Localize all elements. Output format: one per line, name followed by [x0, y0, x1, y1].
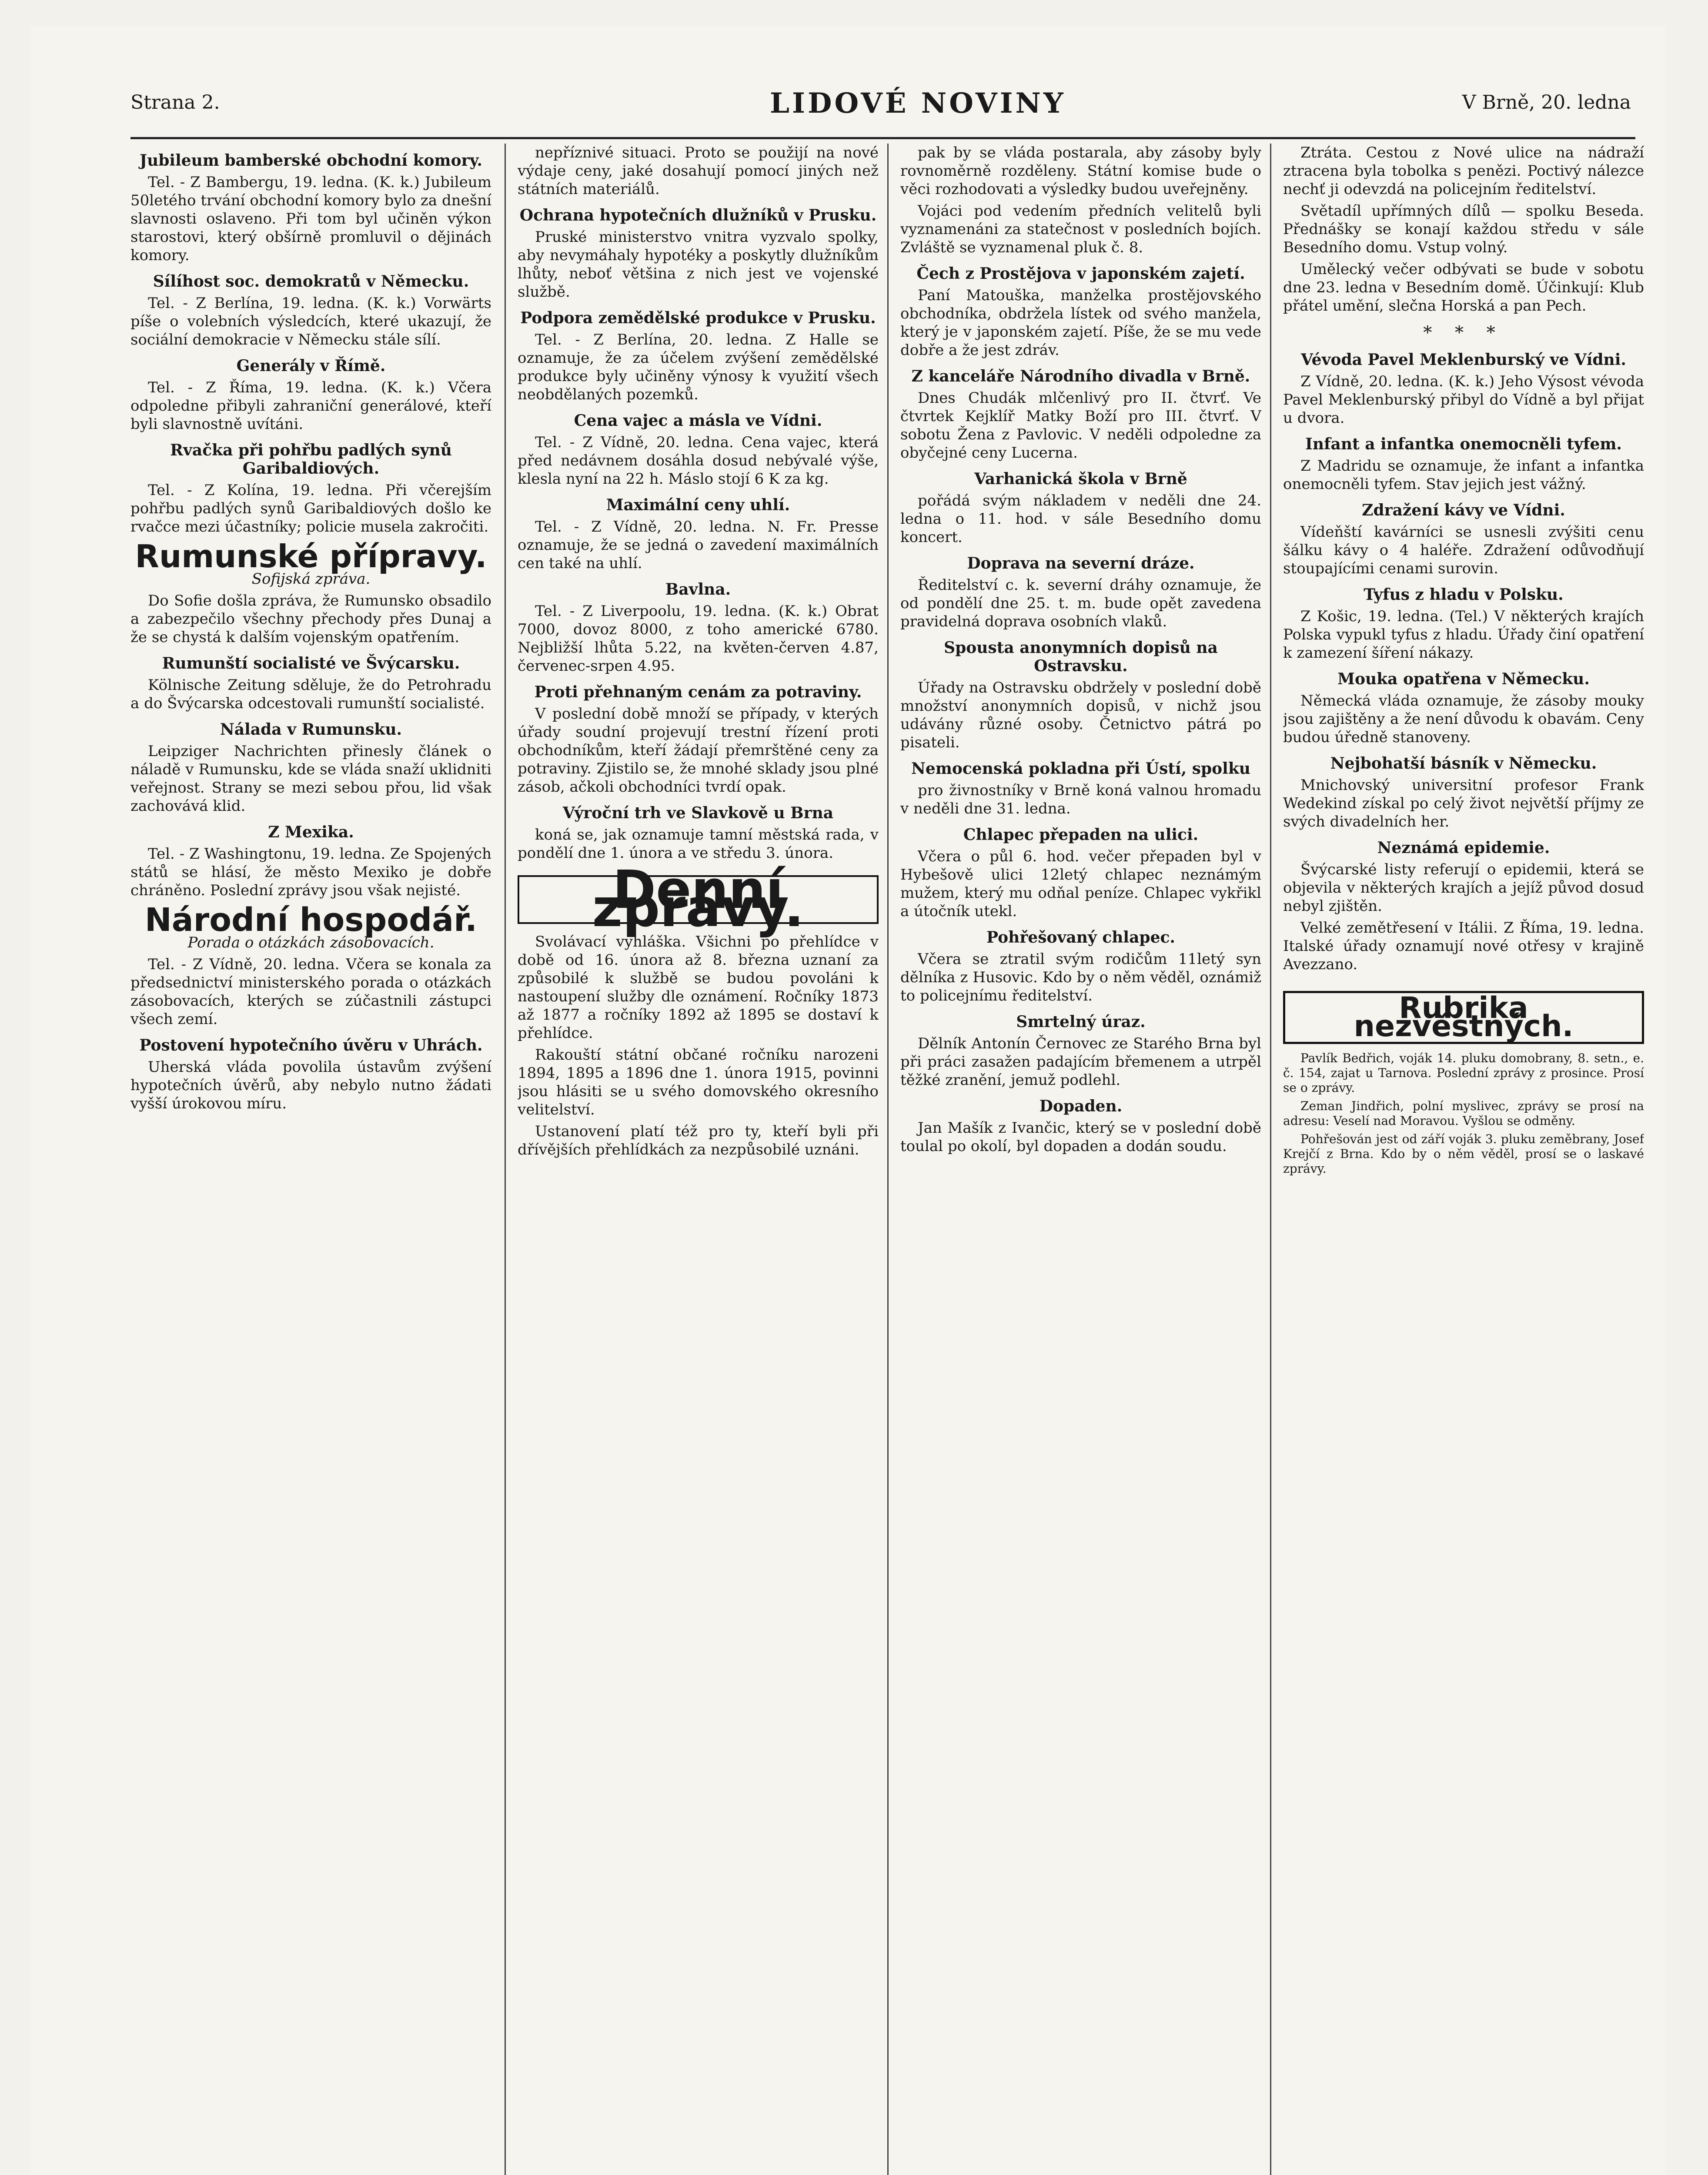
article-paragraph: pořádá svým nákladem v neděli dne 24. ledna o 11. hod. v sále Besedního domu koncert.: [900, 492, 1261, 546]
article-headline: Chlapec přepaden na ulici.: [963, 826, 1199, 844]
section-title: Denní zprávy.: [518, 875, 879, 924]
article-paragraph: Mnichovský universitní profesor Frank Wedekind získal po celý život největší příjmy ze svých divadelních her.: [1283, 776, 1644, 830]
article-subheadline: Sofijská zpráva.: [251, 570, 371, 588]
newspaper-page: [30, 26, 1666, 2175]
article-paragraph: Velké zemětřesení v Itálii. Z Říma, 19. ledna. Italské úřady oznamují nové otřesy v krajině Avezzano.: [1283, 919, 1644, 973]
notice-paragraph: Pohřešován jest od září voják 3. pluku zeměbrany, Josef Krejčí z Brna. Kdo by o něm věděl, prosí se o laskavé zprávy.: [1283, 1132, 1644, 1176]
article-headline: Infant a infantka onemocněli tyfem.: [1305, 435, 1622, 453]
article-paragraph: pro živnostníky v Brně koná valnou hromadu v neděli dne 31. ledna.: [900, 782, 1261, 817]
article-headline: Výroční trh ve Slavkově u Brna: [562, 804, 834, 822]
article-headline: Vévoda Pavel Meklenburský ve Vídni.: [1301, 351, 1626, 369]
article-paragraph: Dělník Antonín Černovec ze Starého Brna byl při práci zasažen padajícím břemenem a utrpěl těžké zranění, jemuž podlehl.: [900, 1035, 1261, 1089]
article-paragraph: Z Košic, 19. ledna. (Tel.) V některých krajích Polska vypukl tyfus z hladu. Úřady činí opatření k zamezení šíření nákazy.: [1283, 608, 1644, 662]
article-headline: Mouka opatřena v Německu.: [1337, 670, 1590, 688]
article-headline: Podpora zemědělské produkce v Prusku.: [520, 309, 876, 327]
section-title: Rubrika nezvěstných.: [1283, 991, 1644, 1044]
notice-paragraph: Zeman Jindřich, polní myslivec, zprávy se prosí na adresu: Veselí nad Moravou. Vyšlou se odměny.: [1283, 1099, 1644, 1128]
article-paragraph: Německá vláda oznamuje, že zásoby mouky jsou zajištěny a že není důvodu k obavám. Ceny budou úředně stanoveny.: [1283, 692, 1644, 746]
section-title: Rumunské přípravy.: [135, 538, 487, 575]
article-paragraph: koná se, jak oznamuje tamní městská rada, v pondělí dne 1. února a ve středu 3. února.: [518, 826, 879, 862]
article-headline: Bavlna.: [665, 580, 731, 599]
article-headline: Pohřešovaný chlapec.: [986, 928, 1175, 947]
article-paragraph: Rakouští státní občané ročníku narozeni 1894, 1895 a 1896 dne 1. února 1915, povinni jsou hlásiti se u svého domovského okresního velitelství.: [518, 1046, 879, 1118]
article-headline: Čech z Prostějova v japonském zajetí.: [916, 264, 1245, 283]
article-headline: Nemocenská pokladna při Ústí, spolku: [911, 760, 1250, 778]
column-3: [900, 144, 1261, 2175]
article-headline: Generály v Římě.: [236, 357, 386, 375]
article-paragraph: V poslední době množí se případy, v kterých úřady soudní projevují trestní řízení proti obchodníkům, kteří žádají přemrštěné ceny za potraviny. Zjistilo se, že mnohé sklady jsou plné zásob, ačkoli obchodníci tvrdí opak.: [518, 705, 879, 796]
article-paragraph: nepříznivé situaci. Proto se použijí na nové výdaje ceny, jaké dosahují pomocí jiných než státních materiálů.: [518, 144, 879, 198]
article-paragraph: Svolávací vyhláška. Všichni po přehlídce v době od 16. února až 8. března uznaní za způsobilé k službě se budou povoláni k nastoupení služby dle oznámení. Ročníky 1873 až 1877 a ročníky 1892 až 1895 se dostaví k přehlídce.: [518, 933, 879, 1042]
article-paragraph: Ředitelství c. k. severní dráhy oznamuje, že od pondělí dne 25. t. m. bude opět zavedena pravidelná doprava osobních vlaků.: [900, 576, 1261, 630]
article-headline: Dopaden.: [1039, 1097, 1123, 1115]
page-header: [30, 87, 1666, 139]
article-paragraph: Tel. - Z Berlína, 20. ledna. Z Halle se oznamuje, že za účelem zvýšení zemědělské produkce byly učiněny výnosy k využití všech neobdělaných pozemků.: [518, 331, 879, 403]
article-paragraph: Včera o půl 6. hod. večer přepaden byl v Hybešově ulici 12letý chlapec neznámým mužem, který mu odňal peníze. Chlapec vykřikl a útočník utekl.: [900, 848, 1261, 920]
column-divider: [887, 144, 889, 2175]
article-headline: Nejbohatší básník v Německu.: [1330, 754, 1597, 773]
article-paragraph: Z Vídně, 20. ledna. (K. k.) Jeho Výsost vévoda Pavel Meklenburský přibyl do Vídně a byl přijat u dvora.: [1283, 373, 1644, 427]
article-paragraph: Umělecký večer odbývati se bude v sobotu dne 23. ledna v Besedním domě. Účinkují: Klub přátel umění, slečna Horská a pan Pech.: [1283, 261, 1644, 315]
issue-date: V Brně, 20. ledna: [1462, 91, 1631, 114]
notice-paragraph: Pavlík Bedřich, voják 14. pluku domobrany, 8. setn., e. č. 154, zajat u Tarnova. Poslední zprávy z prosince. Prosí se o zprávy.: [1283, 1051, 1644, 1095]
article-paragraph: Tel. - Z Berlína, 19. ledna. (K. k.) Vorwärts píše o volebních výsledcích, které ukazují, že sociální demokracie v Německu stále sílí.: [130, 294, 491, 348]
article-paragraph: Uherská vláda povolila ústavům zvýšení hypotečních úvěrů, aby nebylo nutno žádati vyšší úrokovou míru.: [130, 1058, 491, 1112]
separator-stars: * * *: [1423, 323, 1504, 343]
column-1: [130, 144, 491, 2175]
article-headline: Doprava na severní dráze.: [967, 554, 1195, 572]
article-headline: Smrtelný úraz.: [1016, 1013, 1146, 1031]
article-headline: Ochrana hypotečních dlužníků v Prusku.: [519, 206, 877, 224]
article-headline: Spousta anonymních dopisů na Ostravsku.: [944, 639, 1218, 675]
header-rule: [130, 137, 1635, 139]
article-headline: Postovení hypotečního úvěru v Uhrách.: [139, 1036, 483, 1054]
article-paragraph: Tel. - Z Liverpoolu, 19. ledna. (K. k.) Obrat 7000, dovoz 8000, z toho americké 6780. Nejbližší lhůta 5.22, na květen-červen 4.87, červenec-srpen 4.95.: [518, 602, 879, 675]
article-paragraph: Světadíl upřímných dílů — spolku Beseda. Přednášky se konají každou středu v sále Besedního domu. Vstup volný.: [1283, 202, 1644, 256]
article-paragraph: Dnes Chudák mlčenlivý pro II. čtvrť. Ve čtvrtek Kejklíř Matky Boží pro III. čtvrť. V sobotu Žena z Pavlovic. V neděli odpoledne za obyčejné ceny Lucerna.: [900, 389, 1261, 462]
article-paragraph: Vídeňští kavárníci se usnesli zvýšiti cenu šálku kávy o 4 haléře. Zdražení odůvodňují stoupajícími cenami surovin.: [1283, 523, 1644, 577]
article-headline: Cena vajec a másla ve Vídni.: [574, 412, 822, 430]
article-headline: Nálada v Rumunsku.: [220, 720, 402, 739]
article-paragraph: Kölnische Zeitung sděluje, že do Petrohradu a do Švýcarska odcestovali rumunští socialisté.: [130, 676, 491, 712]
article-paragraph: Ustanovení platí též pro ty, kteří byli při dřívějších přehlídkách za nezpůsobilé uznáni.: [518, 1123, 879, 1158]
article-headline: Neznámá epidemie.: [1377, 839, 1550, 857]
article-paragraph: Ztráta. Cestou z Nové ulice na nádraží ztracena byla tobolka s penězi. Poctivý nálezce nechť ji odevzdá na policejním ředitelství.: [1283, 144, 1644, 198]
article-paragraph: Tel. - Z Kolína, 19. ledna. Při včerejším pohřbu padlých synů Garibaldiových došlo ke rvačce mezi účastníky; policie musela zakročiti.: [130, 482, 491, 535]
column-divider: [505, 144, 506, 2175]
article-headline: Jubileum bamberské obchodní komory.: [140, 151, 482, 170]
article-headline: Z Mexika.: [268, 823, 354, 841]
article-paragraph: Do Sofie došla zpráva, že Rumunsko obsadilo a zabezpečilo všechny přechody přes Dunaj a že se chystá k dalším vojenským opatřením.: [130, 592, 491, 646]
section-title: Národní hospodář.: [144, 901, 478, 939]
article-headline: Rvačka při pohřbu padlých synů Garibaldiových.: [170, 441, 452, 478]
article-headline: Proti přehnaným cenám za potraviny.: [534, 683, 862, 701]
column-2: [518, 144, 879, 2175]
column-4: [1283, 144, 1644, 2175]
article-paragraph: Tel. - Z Bambergu, 19. ledna. (K. k.) Jubileum 50letého trvání obchodní komory bylo za dnešní slavnosti oslaveno. Při tom byl učiněn výkon starostovi, který obšírně promluvil o dějinách komory.: [130, 174, 491, 264]
article-paragraph: Pruské ministerstvo vnitra vyzvalo spolky, aby nevymáhaly hypotéky a poskytly dlužníkům lhůty, neboť většina z nich jest ve vojenské službě.: [518, 228, 879, 301]
article-paragraph: Tel. - Z Vídně, 20. ledna. Cena vajec, která před nedávnem dosáhla dosud nebývalé výše, klesla nyní na 22 h. Máslo stojí 6 K za kg.: [518, 434, 879, 488]
article-paragraph: Jan Mašík z Ivančic, který se v poslední době toulal po okolí, byl dopaden a dodán soudu.: [900, 1119, 1261, 1155]
newspaper-title: LIDOVÉ NOVINY: [770, 87, 1066, 120]
article-paragraph: Švýcarské listy referují o epidemii, která se objevila v některých krajích a jejíž původ dosud nebyl zjištěn.: [1283, 861, 1644, 915]
article-headline: Z kanceláře Národního divadla v Brně.: [911, 367, 1250, 385]
article-headline: Rumunští socialisté ve Švýcarsku.: [162, 654, 460, 673]
column-divider: [1270, 144, 1271, 2175]
article-paragraph: pak by se vláda postarala, aby zásoby byly rovnoměrně rozděleny. Státní komise bude o věci rozhodovati a výsledky budou uveřejněny.: [900, 144, 1261, 198]
article-headline: Sílíhost soc. demokratů v Německu.: [153, 272, 469, 291]
article-paragraph: Včera se ztratil svým rodičům 11letý syn dělníka z Husovic. Kdo by o něm věděl, oznámiž to policejnímu ředitelství.: [900, 950, 1261, 1004]
article-paragraph: Úřady na Ostravsku obdržely v poslední době množství anonymních dopisů, v nichž jsou udávány různé osoby. Četnictvo pátrá po pisateli.: [900, 679, 1261, 751]
article-paragraph: Tel. - Z Washingtonu, 19. ledna. Ze Spojených států se hlásí, že město Mexiko je dobře chráněno. Poslední zprávy jsou však nejisté.: [130, 845, 491, 899]
article-paragraph: Paní Matouška, manželka prostějovského obchodníka, obdržela lístek od svého manžela, který je v japonském zajetí. Píše, že se mu vede dobře a že jest zdráv.: [900, 287, 1261, 359]
article-paragraph: Tel. - Z Vídně, 20. ledna. Včera se konala za předsednictví ministerského porada o otázkách zásobovacích, kterých se zúčastnili zástupci všech zemí.: [130, 956, 491, 1028]
article-headline: Varhanická škola v Brně: [974, 470, 1187, 488]
article-paragraph: Leipziger Nachrichten přinesly článek o náladě v Rumunsku, kde se vláda snaží uklidniti veřejnost. Strany se mezi sebou přou, lid však zachovává klid.: [130, 743, 491, 815]
article-paragraph: Vojáci pod vedením předních velitelů byli vyznamenáni za statečnost v posledních bojích. Zvláště se vyznamenal pluk č. 8.: [900, 202, 1261, 256]
article-headline: Maximální ceny uhlí.: [606, 496, 790, 514]
article-paragraph: Tel. - Z Říma, 19. ledna. (K. k.) Včera odpoledne přibyli zahraniční generálové, kteří byli slavnostně uvítáni.: [130, 379, 491, 433]
article-paragraph: Z Madridu se oznamuje, že infant a infantka onemocněli tyfem. Stav jejich jest vážný.: [1283, 457, 1644, 493]
article-headline: Zdražení kávy ve Vídni.: [1362, 501, 1565, 519]
article-headline: Tyfus z hladu v Polsku.: [1364, 586, 1564, 604]
article-paragraph: Tel. - Z Vídně, 20. ledna. N. Fr. Presse oznamuje, že se jedná o zavedení maximálních cen také na uhlí.: [518, 518, 879, 572]
article-subheadline: Porada o otázkách zásobovacích.: [187, 934, 435, 951]
page-number: Strana 2.: [130, 91, 220, 114]
